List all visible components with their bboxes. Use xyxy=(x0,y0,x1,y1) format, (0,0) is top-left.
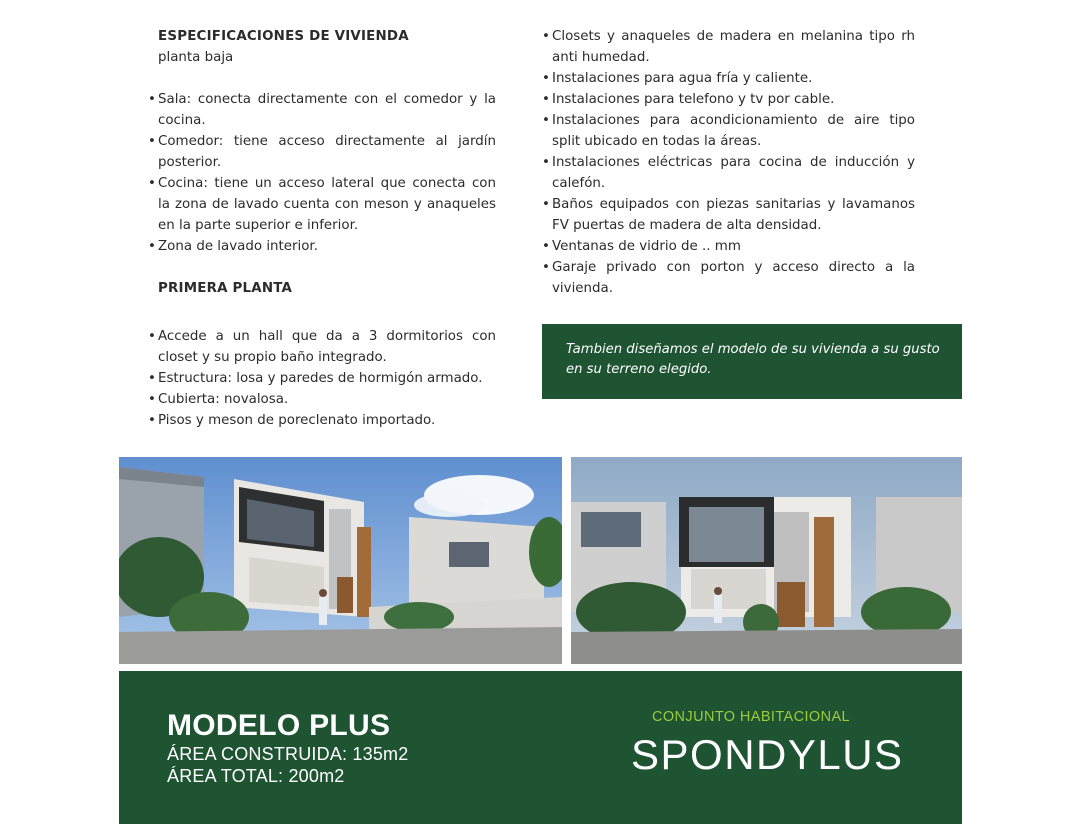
list-item: • Sala: conecta directamente con el comedor y la cocina. xyxy=(146,89,496,131)
specs-column-left xyxy=(146,26,496,431)
list-item: • Zona de lavado interior. xyxy=(146,236,496,257)
ground-floor-list xyxy=(146,89,496,257)
list-item: • Garaje privado con porton y acceso directo a la vivienda. xyxy=(540,257,915,299)
house-render-perspective xyxy=(119,457,562,664)
list-item: • Closets y anaqueles de madera en melanina tipo rh anti humedad. xyxy=(540,26,915,68)
list-item: • Estructura: losa y paredes de hormigón armado. xyxy=(146,368,496,389)
callout-text: Tambien diseñamos el modelo de su vivienda a su gusto en su terreno elegido. xyxy=(566,342,940,377)
total-area: ÁREA TOTAL: 200m2 xyxy=(167,766,345,786)
first-floor-title: PRIMERA PLANTA xyxy=(158,281,293,296)
specs-column-right xyxy=(540,26,915,299)
built-area: ÁREA CONSTRUIDA: 135m2 xyxy=(167,744,409,764)
model-banner xyxy=(119,671,962,824)
list-item: • Comedor: tiene acceso directamente al jardín posterior. xyxy=(146,131,496,173)
list-item: • Instalaciones para acondicionamiento de aire tipo split ubicado en todas la áreas. xyxy=(540,110,915,152)
first-floor-list xyxy=(146,326,496,431)
specs-title: ESPECIFICACIONES DE VIVIENDA xyxy=(158,29,409,44)
house-render-front xyxy=(571,457,962,664)
list-item: • Pisos y meson de poreclenato importado. xyxy=(146,410,496,431)
ground-floor-subtitle: planta baja xyxy=(158,50,234,65)
list-item: • Ventanas de vidrio de .. mm xyxy=(540,236,915,257)
list-item: • Accede a un hall que da a 3 dormitorios con closet y su propio baño integrado. xyxy=(146,326,496,368)
list-item: • Instalaciones para agua fría y caliente. xyxy=(540,68,915,89)
list-item: • Cubierta: novalosa. xyxy=(146,389,496,410)
list-item: • Instalaciones eléctricas para cocina de inducción y calefón. xyxy=(540,152,915,194)
complex-label: CONJUNTO HABITACIONAL xyxy=(652,709,850,725)
list-item: • Cocina: tiene un acceso lateral que conecta con la zona de lavado cuenta con meson y anaqueles en la parte superior e inferior. xyxy=(146,173,496,236)
list-item: • Baños equipados con piezas sanitarias y lavamanos FV puertas de madera de alta densidad. xyxy=(540,194,915,236)
complex-name: SPONDYLUS xyxy=(631,731,904,778)
custom-design-callout xyxy=(542,324,962,399)
list-item: • Instalaciones para telefono y tv por cable. xyxy=(540,89,915,110)
general-specs-list xyxy=(540,26,915,299)
model-name: MODELO PLUS xyxy=(167,709,391,742)
